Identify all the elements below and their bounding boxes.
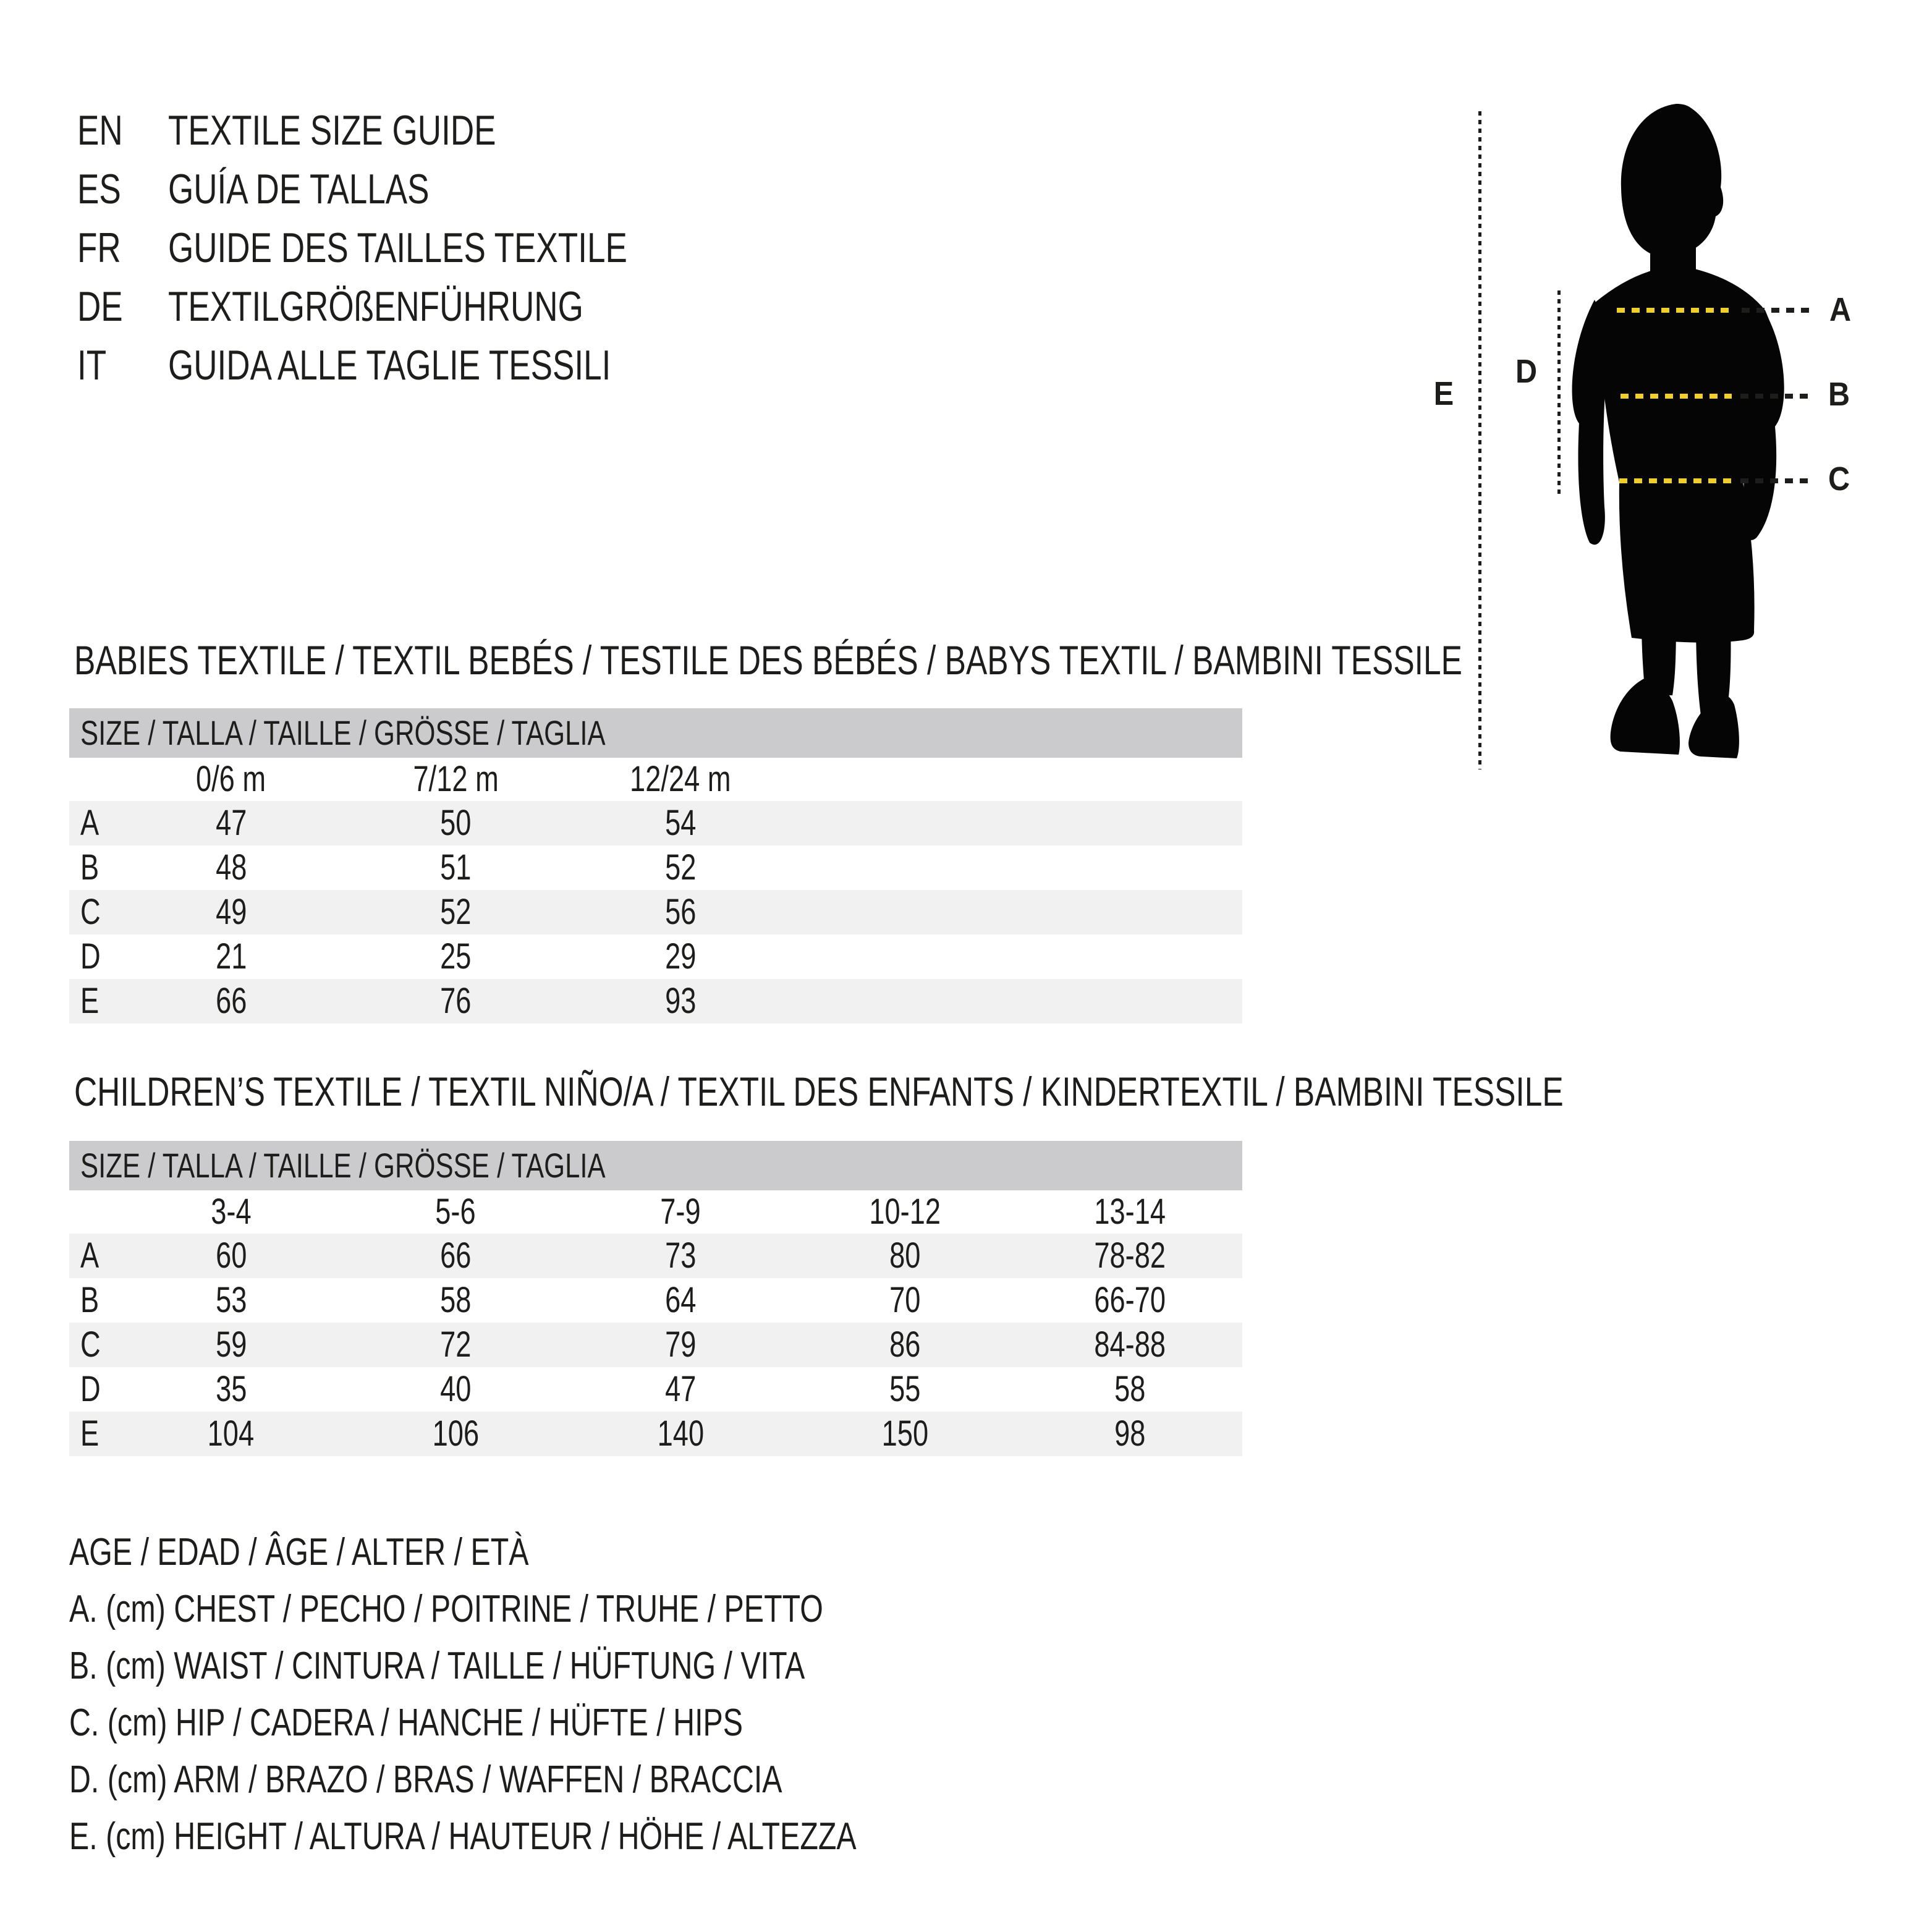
language-row-es bbox=[77, 160, 756, 219]
size-value-cell: 66 bbox=[119, 979, 344, 1023]
size-value-cell: 59 bbox=[119, 1323, 344, 1367]
language-row-it bbox=[77, 336, 756, 395]
size-value-cell: 80 bbox=[793, 1234, 1018, 1278]
legend-line-0: AGE / EDAD / ÂGE / ALTER / ETÀ bbox=[69, 1531, 529, 1574]
column-header: 5-6 bbox=[435, 1192, 477, 1232]
babies-size-header-bar: SIZE / TALLA / TAILLE / GRÖSSE / TAGLIA bbox=[69, 708, 1242, 758]
size-value-cell: 49 bbox=[119, 890, 344, 934]
language-row-de bbox=[77, 278, 756, 336]
size-value-cell bbox=[1017, 934, 1242, 979]
size-value-cell: 50 bbox=[344, 801, 569, 845]
size-value-cell bbox=[1017, 979, 1242, 1023]
measure-label-b: B bbox=[1828, 376, 1850, 413]
column-header: 10-12 bbox=[869, 1192, 941, 1232]
hip-measure-dash-dark bbox=[1740, 478, 1811, 483]
chest-measure-dash-yellow bbox=[1617, 308, 1735, 313]
babies-table-grid bbox=[69, 758, 1242, 1023]
arm-measure-line-d bbox=[1557, 290, 1561, 494]
size-value-cell: 150 bbox=[793, 1412, 1018, 1456]
legend-line-3: C. (cm) HIP / CADERA / HANCHE / HÜFTE / HIPS bbox=[69, 1701, 744, 1744]
size-value-cell: 25 bbox=[440, 936, 472, 977]
size-value-cell: 84-88 bbox=[1017, 1323, 1242, 1367]
child-silhouette-graphic bbox=[1557, 87, 1817, 766]
size-value-cell bbox=[793, 845, 1018, 890]
size-value-cell bbox=[793, 890, 1018, 934]
row-label: D bbox=[80, 936, 101, 977]
row-label: E bbox=[69, 1412, 119, 1456]
legend-line-2: B. (cm) WAIST / CINTURA / TAILLE / HÜFTUNG / VITA bbox=[69, 1645, 805, 1687]
column-header: 13-14 bbox=[1094, 1192, 1166, 1232]
language-code: EN bbox=[77, 107, 123, 154]
height-measure-line-e bbox=[1478, 111, 1481, 769]
size-value-cell: 72 bbox=[344, 1323, 569, 1367]
children-size-table bbox=[69, 1141, 1242, 1456]
size-value-cell: 58 bbox=[440, 1280, 472, 1320]
size-value-cell bbox=[1017, 890, 1242, 934]
size-value-cell: 52 bbox=[664, 847, 697, 888]
row-label: D bbox=[80, 1369, 101, 1409]
size-value-cell: 64 bbox=[664, 1280, 697, 1320]
size-value-cell: 53 bbox=[215, 1280, 247, 1320]
row-label: E bbox=[69, 979, 119, 1023]
size-value-cell: 47 bbox=[664, 1369, 697, 1409]
children-size-header-bar: SIZE / TALLA / TAILLE / GRÖSSE / TAGLIA bbox=[69, 1141, 1242, 1190]
size-value-cell bbox=[793, 801, 1018, 845]
language-code: ES bbox=[77, 166, 121, 213]
row-label: C bbox=[69, 890, 119, 934]
size-value-cell: 73 bbox=[568, 1234, 793, 1278]
size-value-cell: 56 bbox=[568, 890, 793, 934]
size-value-cell: 70 bbox=[889, 1280, 921, 1320]
column-header: 7-9 bbox=[660, 1192, 701, 1232]
column-header: 7/12 m bbox=[413, 759, 499, 799]
row-label: B bbox=[80, 847, 100, 888]
size-value-cell: 48 bbox=[215, 847, 247, 888]
table-corner-cell bbox=[69, 758, 119, 801]
size-value-cell bbox=[1017, 801, 1242, 845]
waist-measure-dash-dark bbox=[1740, 394, 1811, 399]
size-value-cell: 106 bbox=[344, 1412, 569, 1456]
babies-size-table bbox=[69, 708, 1242, 1023]
size-value-cell: 140 bbox=[568, 1412, 793, 1456]
table-corner-cell bbox=[69, 1190, 119, 1234]
language-guide-title: TEXTILGRÖßENFÜHRUNG bbox=[168, 283, 583, 330]
column-header: 12/24 m bbox=[630, 759, 731, 799]
column-header bbox=[1017, 758, 1242, 801]
size-value-cell bbox=[793, 979, 1018, 1023]
language-guide-title: GUÍA DE TALLAS bbox=[168, 166, 430, 213]
legend-line-5: E. (cm) HEIGHT / ALTURA / HAUTEUR / HÖHE / ALTEZZA bbox=[69, 1815, 857, 1858]
size-value-cell: 78-82 bbox=[1017, 1234, 1242, 1278]
language-row-fr bbox=[77, 219, 756, 278]
size-value-cell: 51 bbox=[440, 847, 472, 888]
size-value-cell: 66 bbox=[344, 1234, 569, 1278]
size-value-cell: 58 bbox=[1114, 1369, 1146, 1409]
size-value-cell: 104 bbox=[119, 1412, 344, 1456]
babies-section-title: BABIES TEXTILE / TEXTIL BEBÉS / TESTILE DES BÉBÉS / BABYS TEXTIL / BAMBINI TESSILE bbox=[74, 637, 1462, 683]
column-header: 3-4 bbox=[211, 1192, 252, 1232]
legend-line-1: A. (cm) CHEST / PECHO / POITRINE / TRUHE / PETTO bbox=[69, 1588, 823, 1630]
children-table-grid bbox=[69, 1190, 1242, 1456]
size-value-cell: 40 bbox=[440, 1369, 472, 1409]
size-value-cell: 29 bbox=[664, 936, 697, 977]
size-value-cell: 66-70 bbox=[1094, 1280, 1166, 1320]
measure-label-e: E bbox=[1433, 375, 1454, 412]
row-label: C bbox=[69, 1323, 119, 1367]
column-header bbox=[793, 758, 1018, 801]
row-label: B bbox=[80, 1280, 100, 1320]
size-value-cell bbox=[793, 934, 1018, 979]
legend-line-4: D. (cm) ARM / BRAZO / BRAS / WAFFEN / BRACCIA bbox=[69, 1758, 782, 1801]
measure-label-d: D bbox=[1515, 353, 1538, 390]
children-section-title: CHILDREN’S TEXTILE / TEXTIL NIÑO/A / TEXTIL DES ENFANTS / KINDERTEXTIL / BAMBINI TESSILE bbox=[74, 1069, 1564, 1114]
row-label: A bbox=[69, 1234, 119, 1278]
size-value-cell bbox=[1017, 845, 1242, 890]
size-value-cell: 21 bbox=[215, 936, 247, 977]
size-value-cell: 76 bbox=[344, 979, 569, 1023]
size-value-cell: 54 bbox=[568, 801, 793, 845]
hip-measure-dash-yellow bbox=[1619, 478, 1738, 483]
size-value-cell: 55 bbox=[889, 1369, 921, 1409]
measure-label-a: A bbox=[1829, 291, 1852, 328]
language-code: FR bbox=[77, 224, 121, 271]
size-value-cell: 35 bbox=[215, 1369, 247, 1409]
size-value-cell: 60 bbox=[119, 1234, 344, 1278]
language-title-list bbox=[77, 101, 756, 395]
chest-measure-dash-dark bbox=[1742, 308, 1813, 313]
size-value-cell: 52 bbox=[344, 890, 569, 934]
measure-label-c: C bbox=[1828, 460, 1850, 498]
measurement-legend bbox=[69, 1524, 1078, 1865]
language-guide-title: TEXTILE SIZE GUIDE bbox=[168, 107, 496, 154]
language-code: DE bbox=[77, 283, 123, 330]
language-row-en bbox=[77, 101, 756, 160]
size-value-cell: 98 bbox=[1017, 1412, 1242, 1456]
column-header: 0/6 m bbox=[196, 759, 266, 799]
language-guide-title: GUIDE DES TAILLES TEXTILE bbox=[168, 224, 627, 271]
language-guide-title: GUIDA ALLE TAGLIE TESSILI bbox=[168, 342, 611, 389]
size-value-cell: 47 bbox=[119, 801, 344, 845]
language-code: IT bbox=[77, 342, 107, 389]
size-value-cell: 86 bbox=[793, 1323, 1018, 1367]
row-label: A bbox=[69, 801, 119, 845]
size-value-cell: 79 bbox=[568, 1323, 793, 1367]
waist-measure-dash-yellow bbox=[1621, 394, 1732, 399]
size-value-cell: 93 bbox=[568, 979, 793, 1023]
